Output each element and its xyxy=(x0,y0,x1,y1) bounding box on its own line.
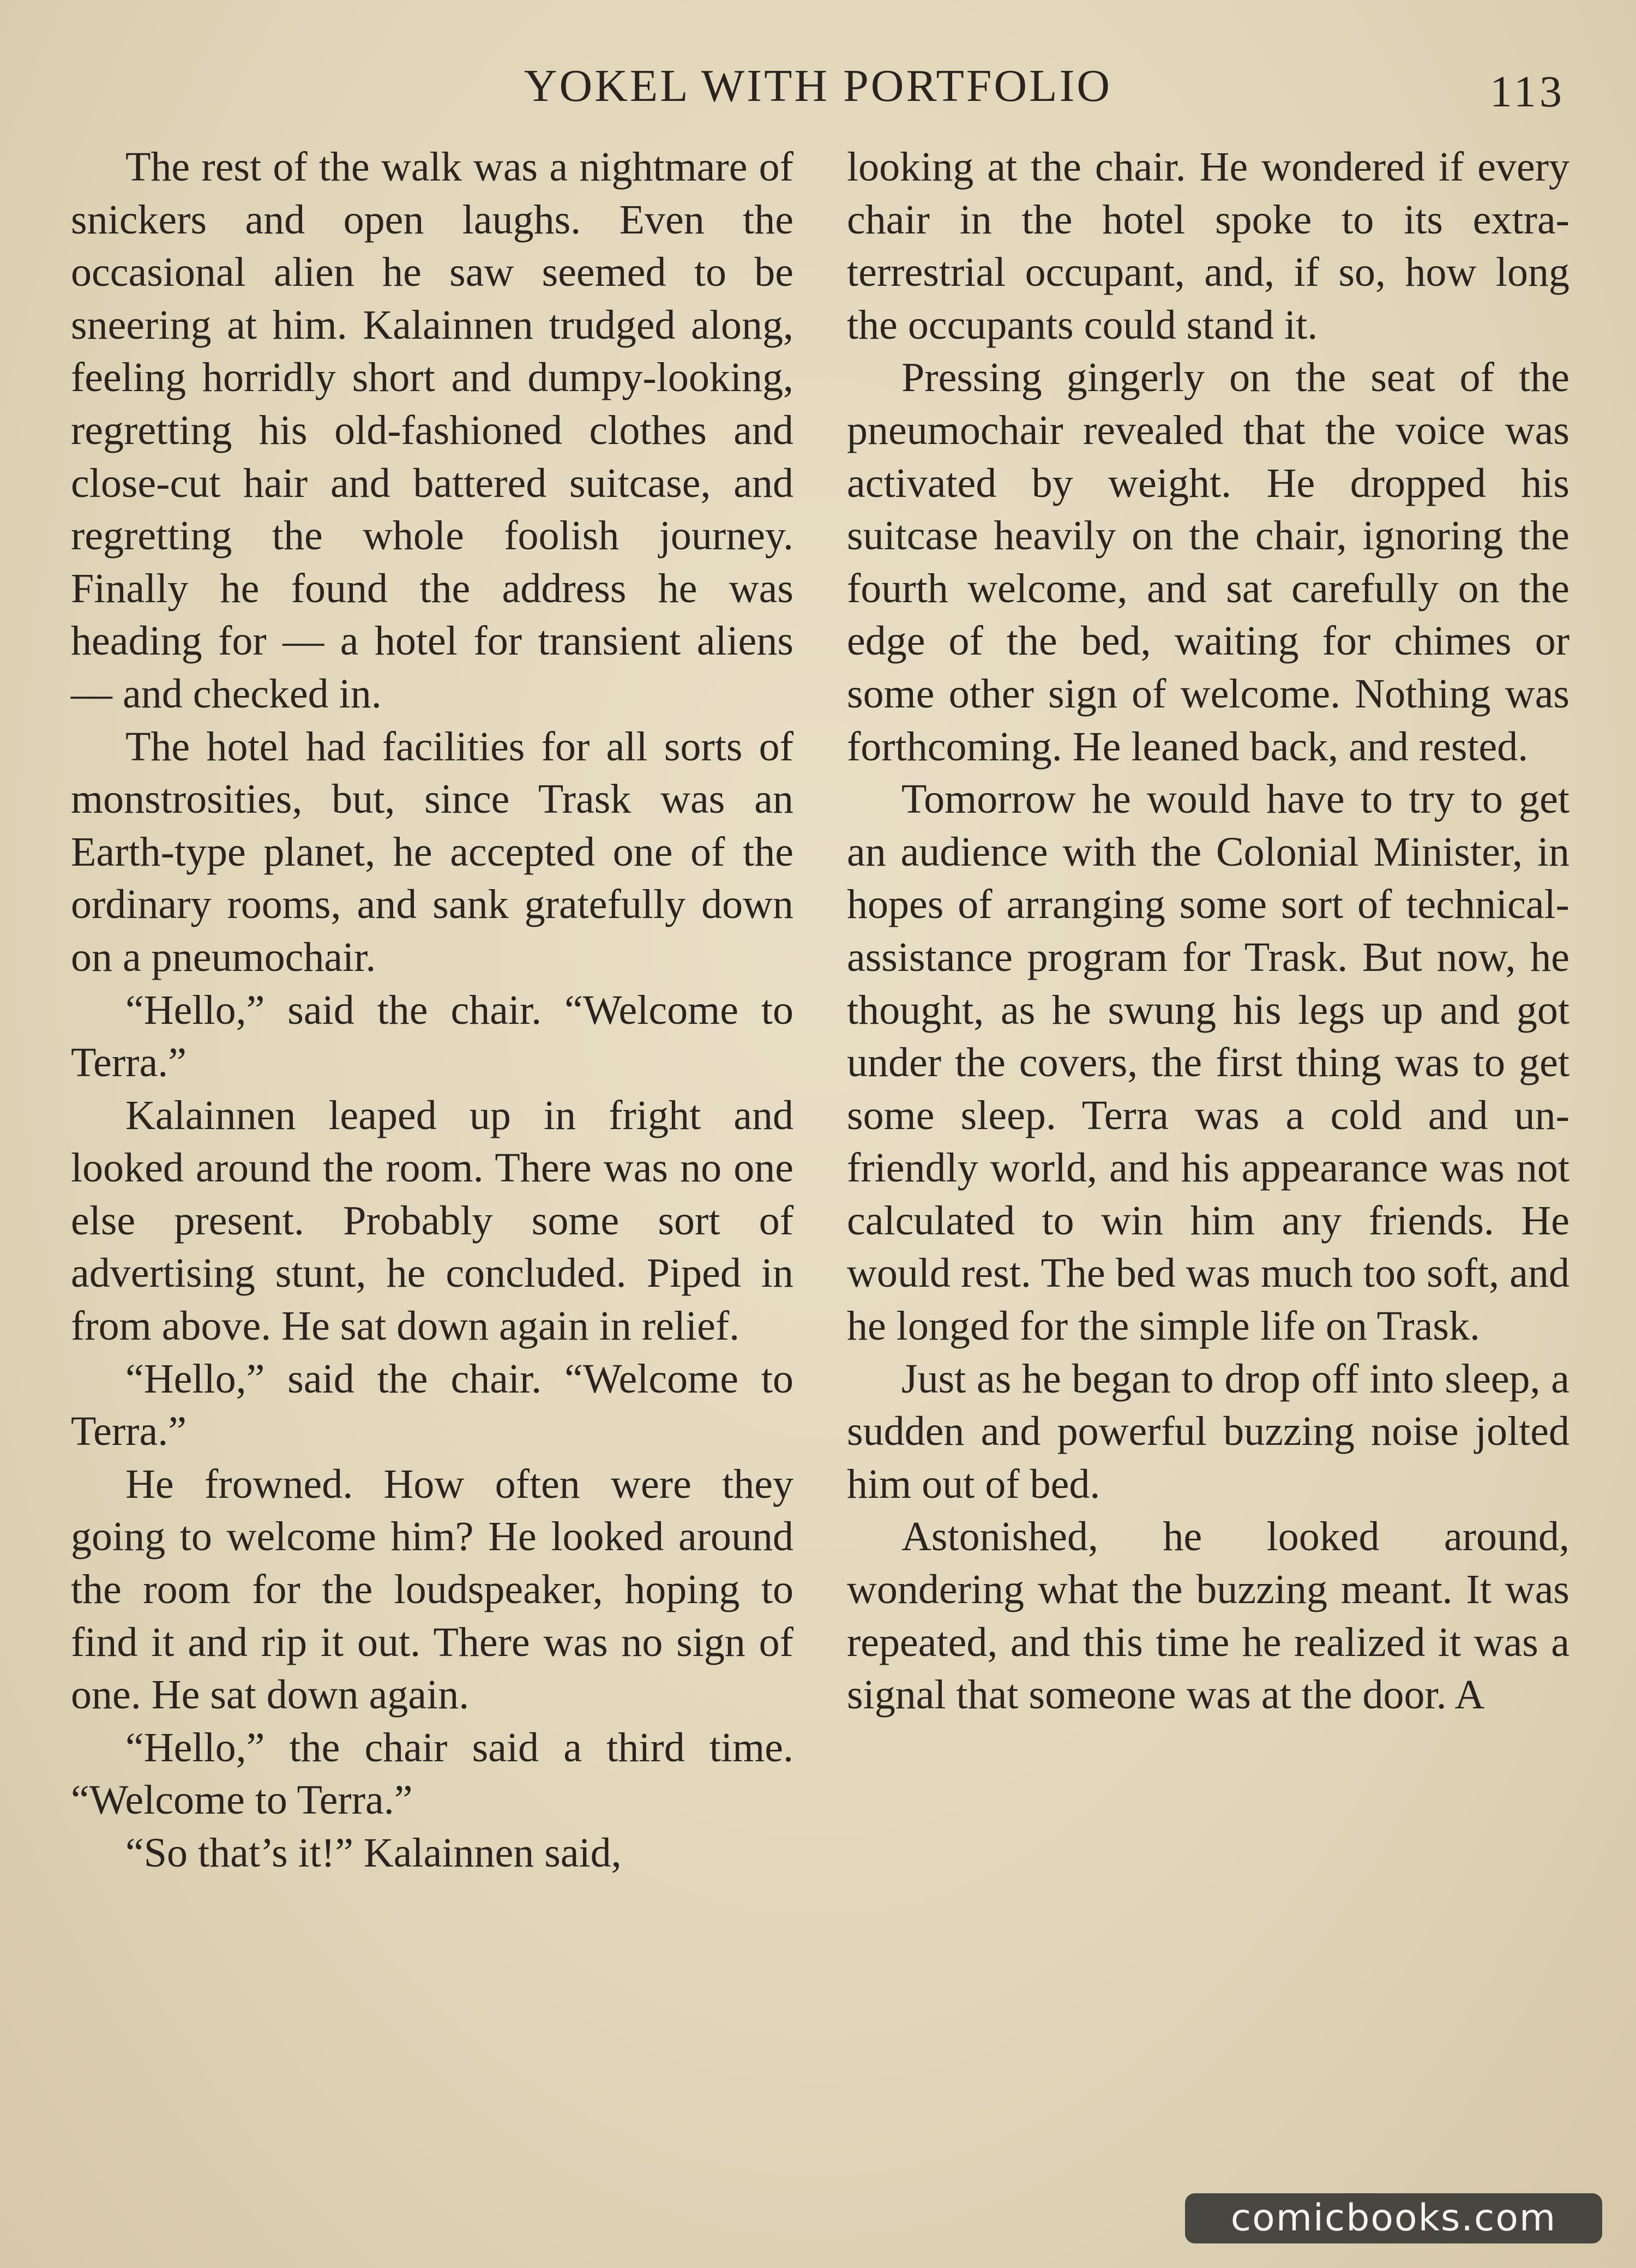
paragraph: The hotel had facilities for all sorts of monstrosities, but, since Trask was an Earth-type planet, he accepted one of the ordinary rooms, and sank gratefully down on a pneumochair. xyxy=(71,723,793,980)
watermark-badge: comicbooks.com xyxy=(1185,2193,1602,2243)
paragraph: Just as he began to drop off into sleep, a sudden and powerful buzzing noise jolted him out of bed. xyxy=(847,1355,1569,1507)
paragraph: “Hello,” the chair said a third time. “Welcome to Terra.” xyxy=(71,1724,793,1823)
page-number: 113 xyxy=(1490,67,1565,116)
paragraph: The rest of the walk was a nightmare of snickers and open laughs. Even the occasional alien he saw seemed to be sneering at him. Kalainnen trudged along, feeling horridly short and dumpy-looking, regretting his old-fashioned clothes and close-cut hair and battered suitcase, and regretting the whole foolish journey. Finally he found the address he was heading for — a hotel for transient aliens — and checked in. xyxy=(71,144,793,717)
paragraph: Kalainnen leaped up in fright and looked around the room. There was no one else present. Probably some sort of advertising stunt, he concluded. Piped in from above. He sat down again in relief. xyxy=(71,1092,793,1349)
paragraph: “Hello,” said the chair. “Welcome to Terra.” xyxy=(71,987,793,1086)
paragraph: Astonished, he looked around, wondering what the buzzing meant. It was repeated, and this time he realized it was a signal that someone was at the door. A xyxy=(847,1514,1569,1718)
paragraph: He frowned. How often were they going to welcome him? He looked around the room for the loudspeaker, hoping to find it and rip it out. There was no sign of one. He sat down again. xyxy=(71,1461,793,1718)
paragraph: Tomorrow he would have to try to get an audience with the Colonial Minister, in hopes of arranging some sort of technical-assistance program for Trask. But now, he thought, as he swung his legs up and got under the covers, the first thing was to get some sleep. Terra was a cold and unfriendly world, and his appearance was not calculated to win him any friends. He would rest. The bed was much too soft, and he longed for the simple life on Trask. xyxy=(847,776,1569,1349)
running-title: YOKEL WITH PORTFOLIO xyxy=(524,61,1112,111)
left-column xyxy=(71,141,793,1880)
right-column xyxy=(847,141,1569,1721)
paragraph-continuation: looking at the chair. He wondered if every chair in the hotel spoke to its extra-terrestrial occupant, and, if so, how long the occupants could stand it. xyxy=(847,144,1569,348)
paragraph: Pressing gingerly on the seat of the pneumochair revealed that the voice was activated by weight. He dropped his suitcase heavily on the chair, ignoring the fourth welcome, and sat carefully on the edge of the bed, waiting for chimes or some other sign of welcome. Nothing was forthcoming. He leaned back, and rested. xyxy=(847,355,1569,770)
paragraph: “Hello,” said the chair. “Welcome to Terra.” xyxy=(71,1355,793,1455)
paragraph: “So that’s it!” Kalainnen said, xyxy=(125,1830,622,1876)
